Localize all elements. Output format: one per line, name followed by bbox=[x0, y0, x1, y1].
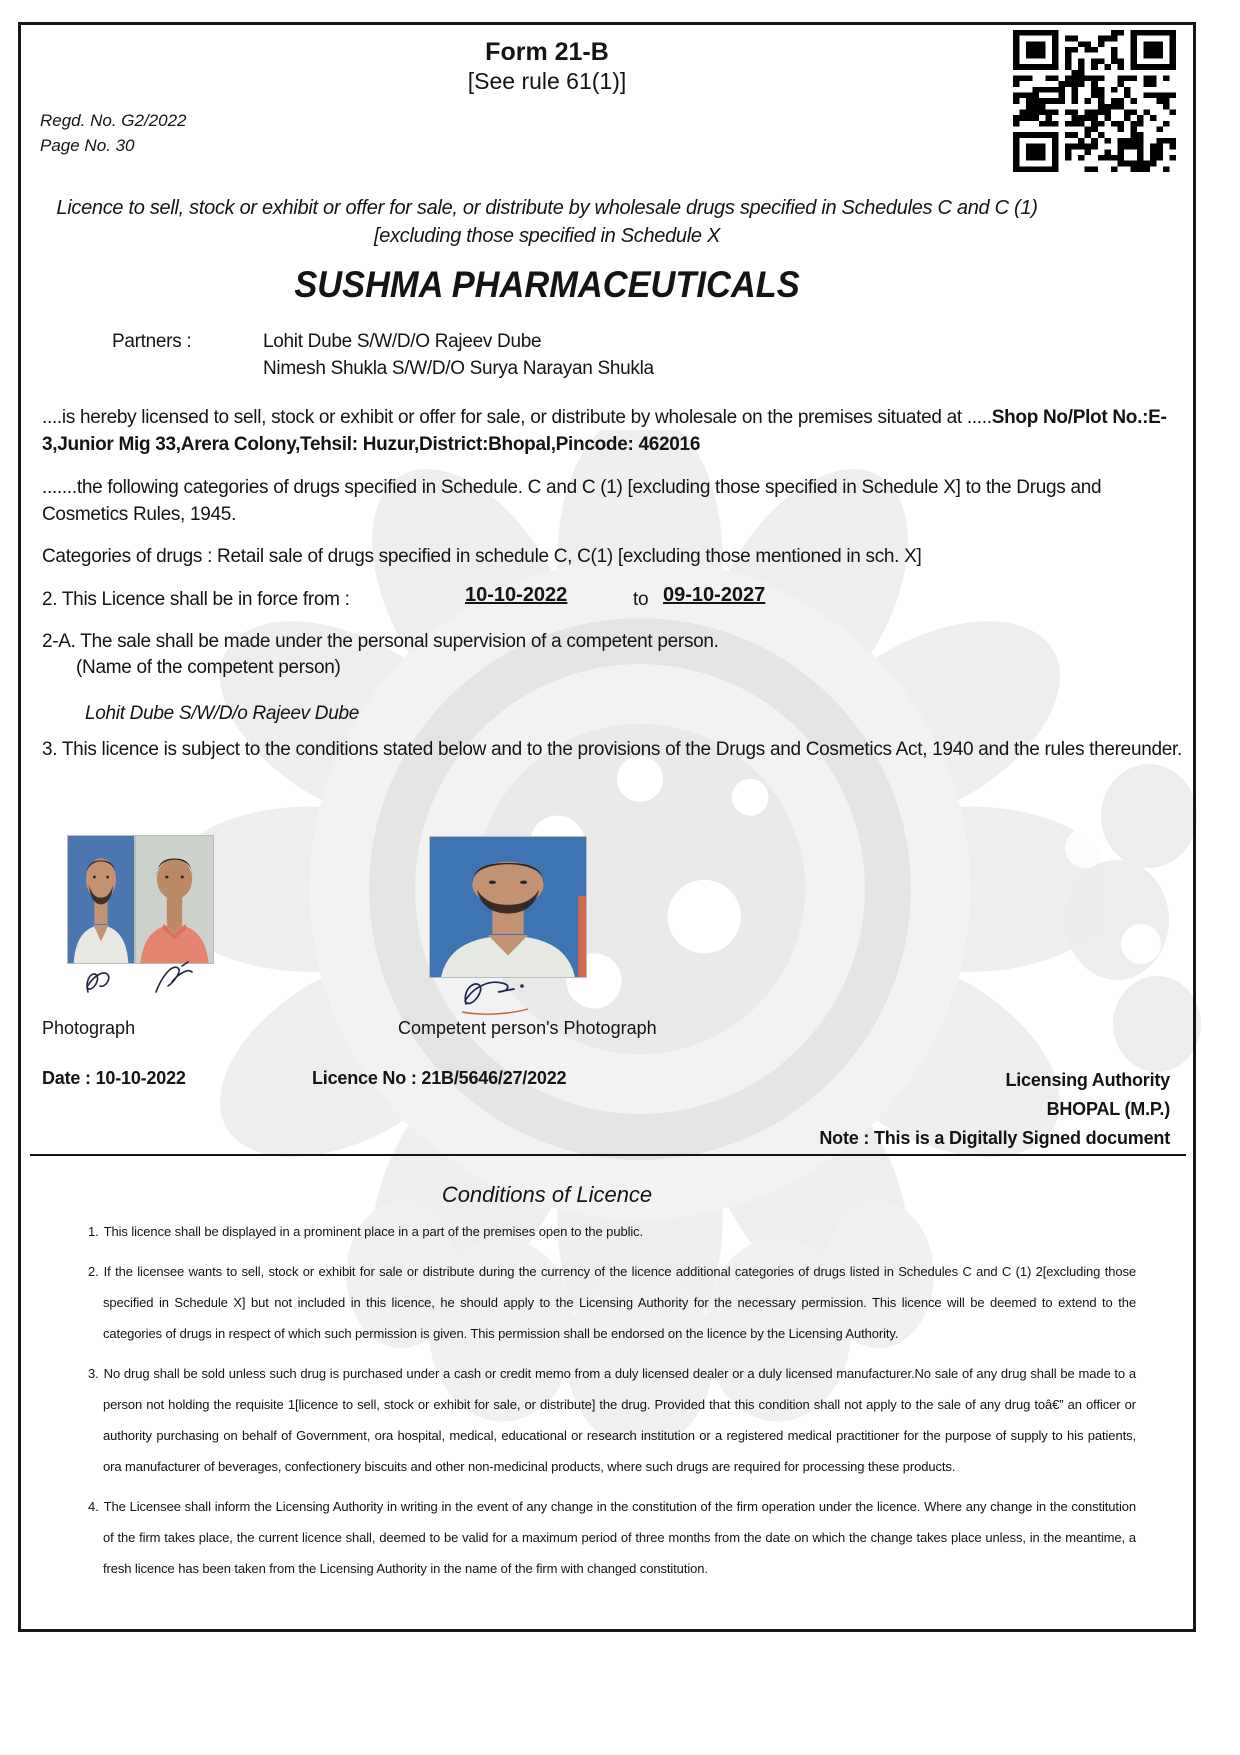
licensed-text: ....is hereby licensed to sell, stock or exhibit or offer for sale, or distribute by wholesale on the premises situated at ..... bbox=[42, 407, 992, 428]
to-word: to bbox=[633, 589, 649, 610]
rule-reference: [See rule 61(1)] bbox=[467, 68, 627, 94]
separator-line bbox=[30, 1154, 1186, 1156]
condition-number: 1. bbox=[88, 1224, 99, 1239]
partners-label: Partners : bbox=[112, 331, 192, 352]
categories-paragraph: .......the following categories of drugs specified in Schedule. C and C (1) [excluding those specified in Schedule X] to the Drugs and Cosmetics Rules, 1945. bbox=[42, 477, 1102, 525]
condition-number: 2. bbox=[88, 1264, 99, 1279]
premises-address: Shop No/Plot No.:E-3,Junior Mig 33,Arera Colony,Tehsil: Huzur,District:Bhopal,Pincode: 462016 bbox=[42, 407, 1167, 455]
condition-item bbox=[88, 1358, 1136, 1482]
partner-photo-2 bbox=[136, 836, 213, 963]
form-title: Form 21-B bbox=[485, 38, 609, 66]
condition-number: 3. bbox=[88, 1366, 99, 1381]
photograph-label: Photograph bbox=[42, 1018, 136, 1038]
licence-number: Licence No : 21B/5646/27/2022 bbox=[312, 1068, 567, 1088]
regd-no: Regd. No. G2/2022 bbox=[40, 111, 187, 130]
condition-text: The Licensee shall inform the Licensing Authority in writing in the event of any change in the constitution of the firm operation under the licence. Where any change in the constitution of the firm takes place, the current licence shall, deemed to be valid for a maximum period of three months from the date on which the change takes place unless, in the meantime, a fresh licence has been taken from the Licensing Authority in the name of the firm with changed constitution. bbox=[103, 1499, 1136, 1576]
digitally-signed-note: Note : This is a Digitally Signed document bbox=[819, 1128, 1170, 1148]
competent-signature bbox=[452, 976, 547, 1018]
condition-item bbox=[88, 1256, 1136, 1349]
valid-to-date: 09-10-2027 bbox=[663, 584, 766, 606]
company-name: SUSHMA PHARMACEUTICALS bbox=[294, 264, 800, 305]
condition-text: If the licensee wants to sell, stock or exhibit for sale or distribute during the currency of the licence additional categories of drugs listed in Schedules C and C (1) 2[excluding those specified in Schedule X] but not included in this licence, he should apply to the Licensing Authority for the necessary permission. This licence will be deemed to extend to the categories of drugs in respect of which such permission is given. This permission shall be endorsed on the licence by the Licensing Authority. bbox=[103, 1264, 1136, 1341]
conditions-title: Conditions of Licence bbox=[441, 1182, 653, 1207]
qr-code bbox=[1013, 30, 1176, 172]
competent-person-name: Lohit Dube S/W/D/o Rajeev Dube bbox=[85, 703, 360, 724]
watermark-texture-right bbox=[1040, 760, 1210, 1080]
partner-photo-1 bbox=[68, 836, 134, 963]
partners-list bbox=[263, 328, 654, 382]
authority-location: BHOPAL (M.P.) bbox=[1046, 1099, 1170, 1119]
clause2a-line2: (Name of the competent person) bbox=[76, 657, 341, 678]
competent-photograph-label: Competent person's Photograph bbox=[398, 1018, 657, 1038]
licensing-authority: Licensing Authority bbox=[1005, 1070, 1170, 1090]
condition-text: This licence shall be displayed in a prominent place in a part of the premises open to the public. bbox=[103, 1224, 644, 1239]
clause2a-line1: 2-A. The sale shall be made under the personal supervision of a competent person. bbox=[42, 631, 719, 652]
valid-from-date: 10-10-2022 bbox=[465, 584, 568, 606]
partner1-signature bbox=[78, 962, 130, 1002]
competent-person-photo bbox=[430, 837, 586, 977]
condition-text: No drug shall be sold unless such drug is purchased under a cash or credit memo from a duly licensed dealer or a duly licensed manufacturer.No sale of any drug shall be made to a person not holding the requisite 1[licence to sell, stock or exhibit for sale, or distribute] the drug. Provided that this condition shall not apply to the sale of any drug toâ€” an officer or authority purchasing on behalf of Government, ora hospital, medical, educational or research institution or a registered medical practitioner for the purpose of supply to his patients, ora manufacturer of beverages, confectionery biscuits and other non-medicinal products, where such drugs are required for processing these products. bbox=[103, 1366, 1136, 1474]
condition-item bbox=[88, 1491, 1136, 1584]
partner-name: Nimesh Shukla S/W/D/O Surya Narayan Shukla bbox=[263, 358, 654, 379]
registration-block bbox=[40, 108, 186, 158]
clause3: 3. This licence is subject to the conditions stated below and to the provisions of the Drugs and Cosmetics Act, 1940 and the rules thereunder. bbox=[42, 739, 1182, 760]
partner2-signature bbox=[148, 958, 200, 1000]
licence-subtitle-line2: [excluding those specified in Schedule X bbox=[373, 225, 720, 247]
licence-subtitle-line1: Licence to sell, stock or exhibit or offer for sale, or distribute by wholesale drugs specified in Schedules C and C (1) bbox=[56, 197, 1038, 219]
issue-date: Date : 10-10-2022 bbox=[42, 1068, 186, 1088]
page-no: Page No. 30 bbox=[40, 136, 135, 155]
condition-number: 4. bbox=[88, 1499, 99, 1514]
categories-line: Categories of drugs : Retail sale of drugs specified in schedule C, C(1) [excluding those mentioned in sch. X] bbox=[42, 546, 922, 567]
clause2-label: 2. This Licence shall be in force from : bbox=[42, 589, 350, 610]
partner-name: Lohit Dube S/W/D/O Rajeev Dube bbox=[263, 331, 542, 352]
licensed-paragraph bbox=[42, 404, 1182, 458]
condition-item bbox=[88, 1216, 1136, 1247]
conditions-list bbox=[88, 1216, 1136, 1593]
licensing-authority-block bbox=[1005, 1066, 1170, 1124]
